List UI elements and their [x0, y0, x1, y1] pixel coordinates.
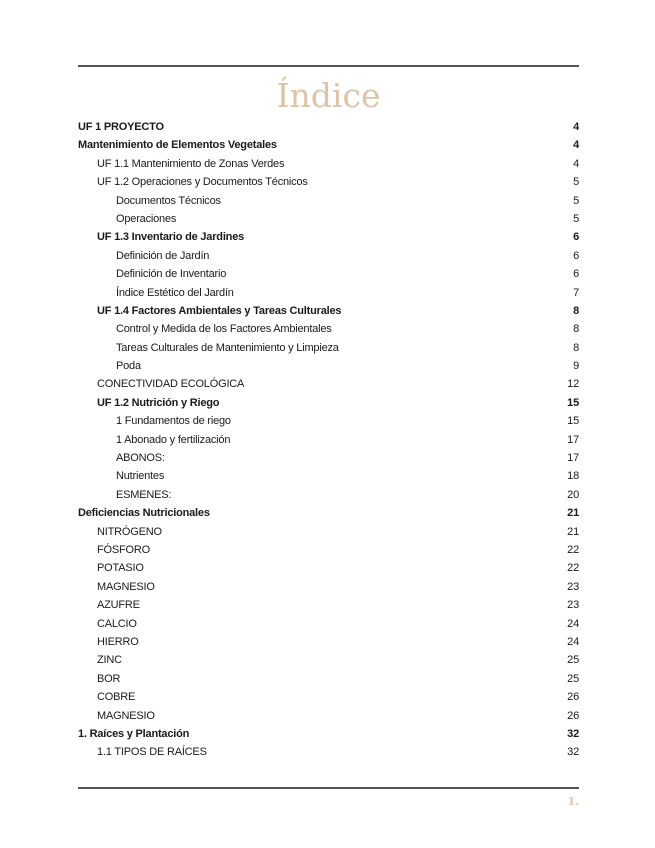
- toc-entry-page: 4: [573, 139, 579, 152]
- toc-entry-page: 5: [573, 194, 579, 207]
- toc-entry-page: 21: [567, 525, 579, 538]
- toc-entry-page: 24: [567, 635, 579, 648]
- toc-entry-label: UF 1.2 Operaciones y Documentos Técnicos: [97, 176, 308, 189]
- toc-entry-label: Control y Medida de los Factores Ambientales: [116, 323, 332, 336]
- toc-entry[interactable]: [78, 651, 579, 669]
- toc-entry-page: 8: [573, 304, 579, 317]
- toc-entry[interactable]: [78, 486, 579, 504]
- toc-entry-page: 7: [573, 286, 579, 299]
- toc-entry-page: 4: [573, 157, 579, 170]
- toc-entry[interactable]: [78, 633, 579, 651]
- toc-entry-page: 8: [573, 341, 579, 354]
- toc-entry[interactable]: [78, 357, 579, 375]
- toc-entry-label: COBRE: [97, 691, 136, 704]
- toc-entry-page: 6: [573, 249, 579, 262]
- toc-entry[interactable]: [78, 578, 579, 596]
- toc-entry[interactable]: [78, 247, 579, 265]
- toc-entry-label: FÓSFORO: [97, 543, 150, 556]
- toc-entry[interactable]: [78, 725, 579, 743]
- toc-entry-page: 18: [567, 470, 579, 483]
- toc-entry-page: 17: [567, 433, 579, 446]
- toc-entry[interactable]: [78, 118, 579, 136]
- toc-entry[interactable]: [78, 504, 579, 522]
- toc-entry[interactable]: [78, 394, 579, 412]
- toc-entry-label: POTASIO: [97, 562, 144, 575]
- toc-entry-page: 23: [567, 599, 579, 612]
- toc-entry[interactable]: [78, 615, 579, 633]
- table-of-contents: [78, 118, 579, 762]
- toc-entry-page: 32: [567, 746, 579, 759]
- toc-entry-page: 8: [573, 323, 579, 336]
- toc-entry[interactable]: [78, 265, 579, 283]
- toc-entry-page: 26: [567, 691, 579, 704]
- toc-entry-label: Documentos Técnicos: [116, 194, 221, 207]
- toc-entry[interactable]: [78, 155, 579, 173]
- toc-entry-label: UF 1 PROYECTO: [78, 121, 164, 133]
- toc-entry-label: Definición de Jardín: [116, 249, 210, 262]
- page-title: Índice: [276, 76, 381, 115]
- toc-entry-page: 25: [567, 672, 579, 685]
- toc-entry-label: UF 1.1 Mantenimiento de Zonas Verdes: [97, 157, 285, 170]
- toc-entry-page: 15: [567, 415, 579, 428]
- toc-entry-label: ZINC: [97, 654, 122, 667]
- toc-entry-page: 22: [567, 543, 579, 556]
- toc-entry-page: 5: [573, 212, 579, 225]
- toc-entry-label: CALCIO: [97, 617, 137, 630]
- toc-entry[interactable]: [78, 210, 579, 228]
- toc-entry-label: HIERRO: [97, 635, 139, 648]
- toc-entry-label: 1.1 TIPOS DE RAÍCES: [97, 746, 207, 759]
- toc-entry[interactable]: [78, 743, 579, 761]
- toc-entry-page: 6: [573, 231, 579, 244]
- page-number: 1.: [567, 795, 579, 808]
- toc-entry-page: 25: [567, 654, 579, 667]
- toc-entry-label: AZUFRE: [97, 599, 140, 612]
- toc-entry-label: MAGNESIO: [97, 580, 155, 593]
- toc-entry-label: Mantenimiento de Elementos Vegetales: [78, 139, 277, 152]
- toc-entry[interactable]: [78, 541, 579, 559]
- toc-entry[interactable]: [78, 136, 579, 154]
- toc-entry-page: 26: [567, 709, 579, 722]
- toc-entry-label: BOR: [97, 672, 121, 685]
- toc-entry-label: CONECTIVIDAD ECOLÓGICA: [97, 378, 245, 391]
- toc-entry-page: 15: [567, 396, 579, 409]
- toc-entry-label: UF 1.4 Factores Ambientales y Tareas Culturales: [97, 304, 342, 317]
- toc-entry[interactable]: [78, 670, 579, 688]
- toc-entry[interactable]: [78, 412, 579, 430]
- toc-entry-label: UF 1.3 Inventario de Jardines: [97, 231, 245, 244]
- toc-entry[interactable]: [78, 449, 579, 467]
- toc-entry[interactable]: [78, 707, 579, 725]
- toc-entry-label: 1. Raíces y Plantación: [78, 727, 190, 740]
- toc-entry-page: 4: [573, 121, 579, 133]
- toc-entry-label: Poda: [116, 360, 141, 373]
- toc-entry-label: ESMENES:: [116, 488, 172, 501]
- toc-entry[interactable]: [78, 523, 579, 541]
- toc-entry[interactable]: [78, 173, 579, 191]
- toc-entry[interactable]: [78, 228, 579, 246]
- toc-entry[interactable]: [78, 375, 579, 393]
- toc-entry-page: 21: [567, 507, 579, 520]
- toc-entry[interactable]: [78, 192, 579, 210]
- toc-entry-label: MAGNESIO: [97, 709, 155, 722]
- toc-entry-page: 24: [567, 617, 579, 630]
- toc-entry[interactable]: [78, 688, 579, 706]
- toc-entry-page: 17: [567, 452, 579, 465]
- toc-entry-page: 20: [567, 488, 579, 501]
- toc-entry[interactable]: [78, 320, 579, 338]
- toc-entry-page: 12: [567, 378, 579, 391]
- toc-entry[interactable]: [78, 596, 579, 614]
- toc-entry-label: Tareas Culturales de Mantenimiento y Limpieza: [116, 341, 339, 354]
- bottom-divider: [78, 787, 579, 789]
- toc-entry-label: Definición de Inventario: [116, 268, 227, 281]
- toc-entry-page: 6: [573, 268, 579, 281]
- toc-entry-page: 23: [567, 580, 579, 593]
- toc-entry-label: Operaciones: [116, 212, 177, 225]
- toc-entry-page: 22: [567, 562, 579, 575]
- toc-entry[interactable]: [78, 559, 579, 577]
- toc-entry[interactable]: [78, 284, 579, 302]
- toc-entry[interactable]: [78, 431, 579, 449]
- toc-entry-label: Nutrientes: [116, 470, 165, 483]
- toc-entry[interactable]: [78, 467, 579, 485]
- toc-entry-label: 1 Abonado y fertilización: [116, 433, 231, 446]
- toc-entry-label: Deficiencias Nutricionales: [78, 507, 210, 520]
- toc-entry-label: Índice Estético del Jardín: [116, 286, 234, 299]
- toc-entry-page: 9: [573, 360, 579, 373]
- toc-entry-label: ABONOS:: [116, 452, 165, 465]
- toc-entry-label: 1 Fundamentos de riego: [116, 415, 231, 428]
- top-divider: [78, 65, 579, 67]
- toc-entry-label: NITRÓGENO: [97, 525, 162, 538]
- toc-entry-page: 5: [573, 176, 579, 189]
- toc-entry-page: 32: [567, 727, 579, 740]
- toc-entry[interactable]: [78, 339, 579, 357]
- toc-entry-label: UF 1.2 Nutrición y Riego: [97, 396, 220, 409]
- toc-entry[interactable]: [78, 302, 579, 320]
